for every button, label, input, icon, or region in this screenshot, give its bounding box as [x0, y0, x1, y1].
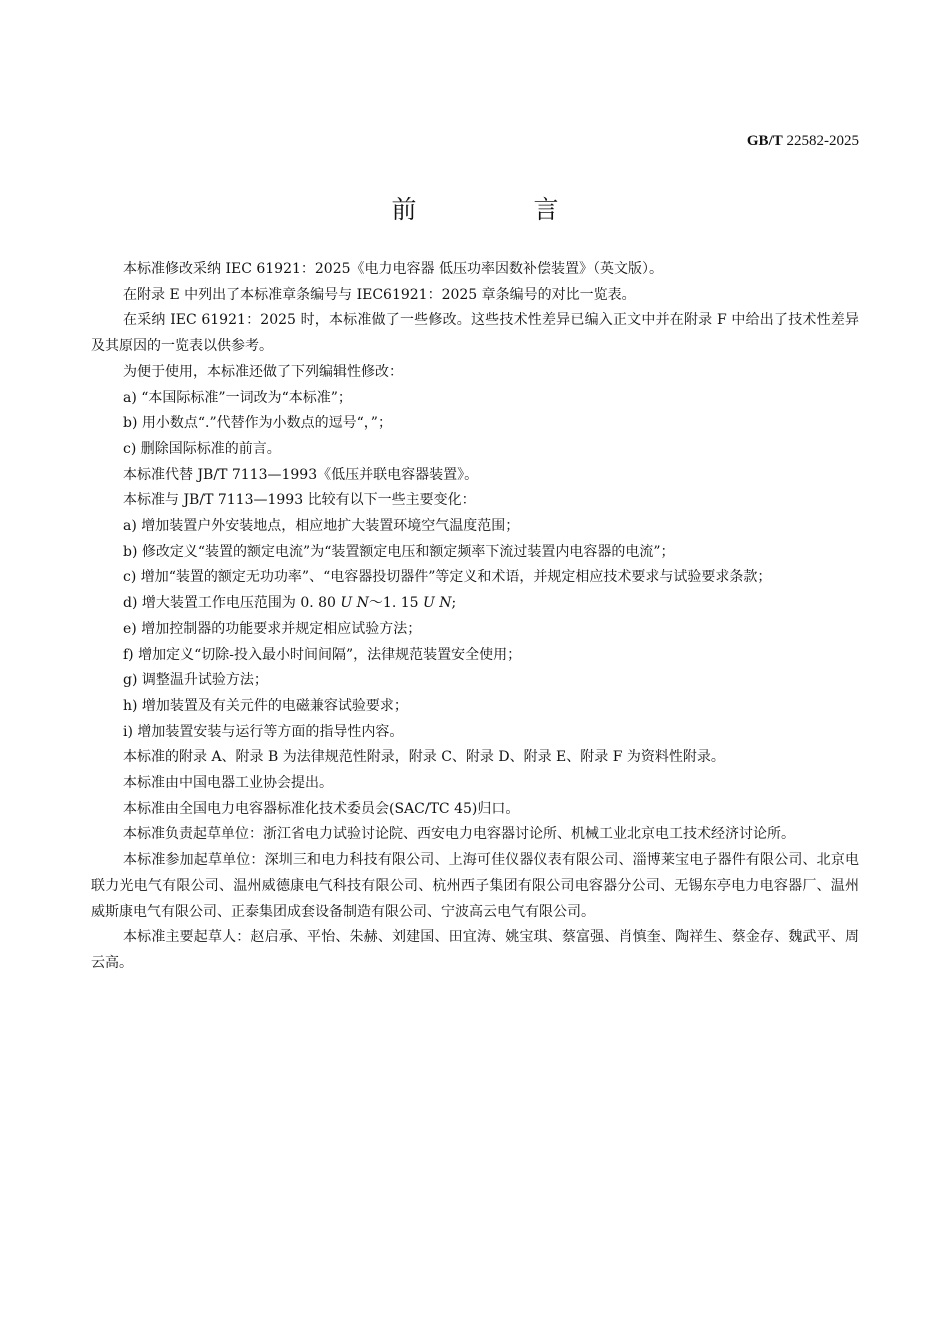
change-item-d	[91, 591, 859, 617]
change-item-g: g) 调整温升试验方法；	[123, 672, 268, 689]
editorial-item-c: c) 删除国际标准的前言。	[123, 440, 281, 457]
document-body	[91, 257, 859, 977]
change-item-a: a) 增加装置户外安装地点，相应地扩大装置环境空气温度范围；	[123, 518, 520, 535]
paragraph-annex-e: 在附录 E 中列出了本标准章条编号与 IEC61921：2025 章条编号的对比一览表。	[123, 286, 636, 303]
change-item-i: i) 增加装置安装与运行等方面的指导性内容。	[123, 723, 404, 740]
rated-voltage-symbol-1: U N	[340, 595, 369, 612]
paragraph-editorial-intro: 为便于使用，本标准还做了下列编辑性修改：	[123, 363, 403, 380]
paragraph-adoption: 本标准修改采纳 IEC 61921：2025《电力电容器 低压功率因数补偿装置》（英文版）。	[123, 261, 663, 277]
rated-voltage-symbol-2: U N	[422, 595, 452, 612]
paragraph-replaces: 本标准代替 JB/T 7113—1993《低压并联电容器装置》。	[123, 466, 479, 483]
paragraph-proposed-by: 本标准由中国电器工业协会提出。	[123, 775, 333, 792]
standard-prefix: GB/T	[746, 133, 783, 149]
change-item-e: e) 增加控制器的功能要求并规定相应试验方法；	[123, 620, 422, 637]
editorial-item-a: a) “本国际标准”一词改为“本标准”；	[123, 389, 352, 406]
paragraph-drafters: 本标准主要起草人：赵启承、平怡、朱赫、刘建国、田宜涛、姚宝琪、蔡富强、肖慎奎、陶祥生、蔡金存、魏武平、周云高。	[91, 929, 859, 971]
paragraph-managed-by: 本标准由全国电力电容器标准化技术委员会(SAC/TC 45)归口。	[123, 800, 520, 817]
paragraph-annexes: 本标准的附录 A、附录 B 为法律规范性附录，附录 C、附录 D、附录 E、附录 F 为资料性附录。	[123, 749, 725, 766]
page-title: 前 言	[391, 195, 605, 224]
change-item-b: b) 修改定义“装置的额定电流”为“装置额定电压和额定频率下流过装置内电容器的电流”；	[123, 543, 675, 560]
change-item-h: h) 增加装置及有关元件的电磁兼容试验要求；	[123, 697, 408, 714]
change-item-c: c) 增加“装置的额定无功功率”、“电容器投切器件”等定义和术语，并规定相应技术要求与试验要求条款；	[123, 569, 772, 586]
paragraph-drafting-lead: 本标准负责起草单位：浙江省电力试验讨论院、西安电力电容器讨论所、机械工业北京电工技术经济讨论所。	[123, 826, 795, 843]
change-item-d-suffix: ;	[451, 595, 457, 612]
change-item-d-prefix: d) 增大装置工作电压范围为 0. 80	[123, 595, 341, 612]
standard-number: 22582-2025	[786, 133, 859, 149]
paragraph-modifications: 在采纳 IEC 61921：2025 时，本标准做了一些修改。这些技术性差异已编入正文中并在附录 F 中给出了技术性差异及其原因的一览表以供参考。	[91, 312, 859, 355]
standard-code	[747, 133, 859, 150]
change-item-d-middle: ～1. 15	[368, 595, 423, 612]
change-item-f: f) 增加定义“切除-投入最小时间间隔”，法律规范装置安全使用；	[123, 646, 522, 663]
paragraph-drafting-participants: 本标准参加起草单位：深圳三和电力科技有限公司、上海可佳仪器仪表有限公司、淄博莱宝电子器件有限公司、北京电联力光电气有限公司、温州威德康电气科技有限公司、杭州西子集团有限公司电容器分公司、无锡东亭电力电容器厂、温州威斯康电气有限公司、正泰集团成套设备制造有限公司、宁波高云电气有限公司。	[91, 852, 859, 920]
editorial-item-b: b) 用小数点“.”代替作为小数点的逗号“，”；	[123, 415, 392, 432]
paragraph-changes-intro: 本标准与 JB/T 7113—1993 比较有以下一些主要变化：	[123, 492, 476, 509]
